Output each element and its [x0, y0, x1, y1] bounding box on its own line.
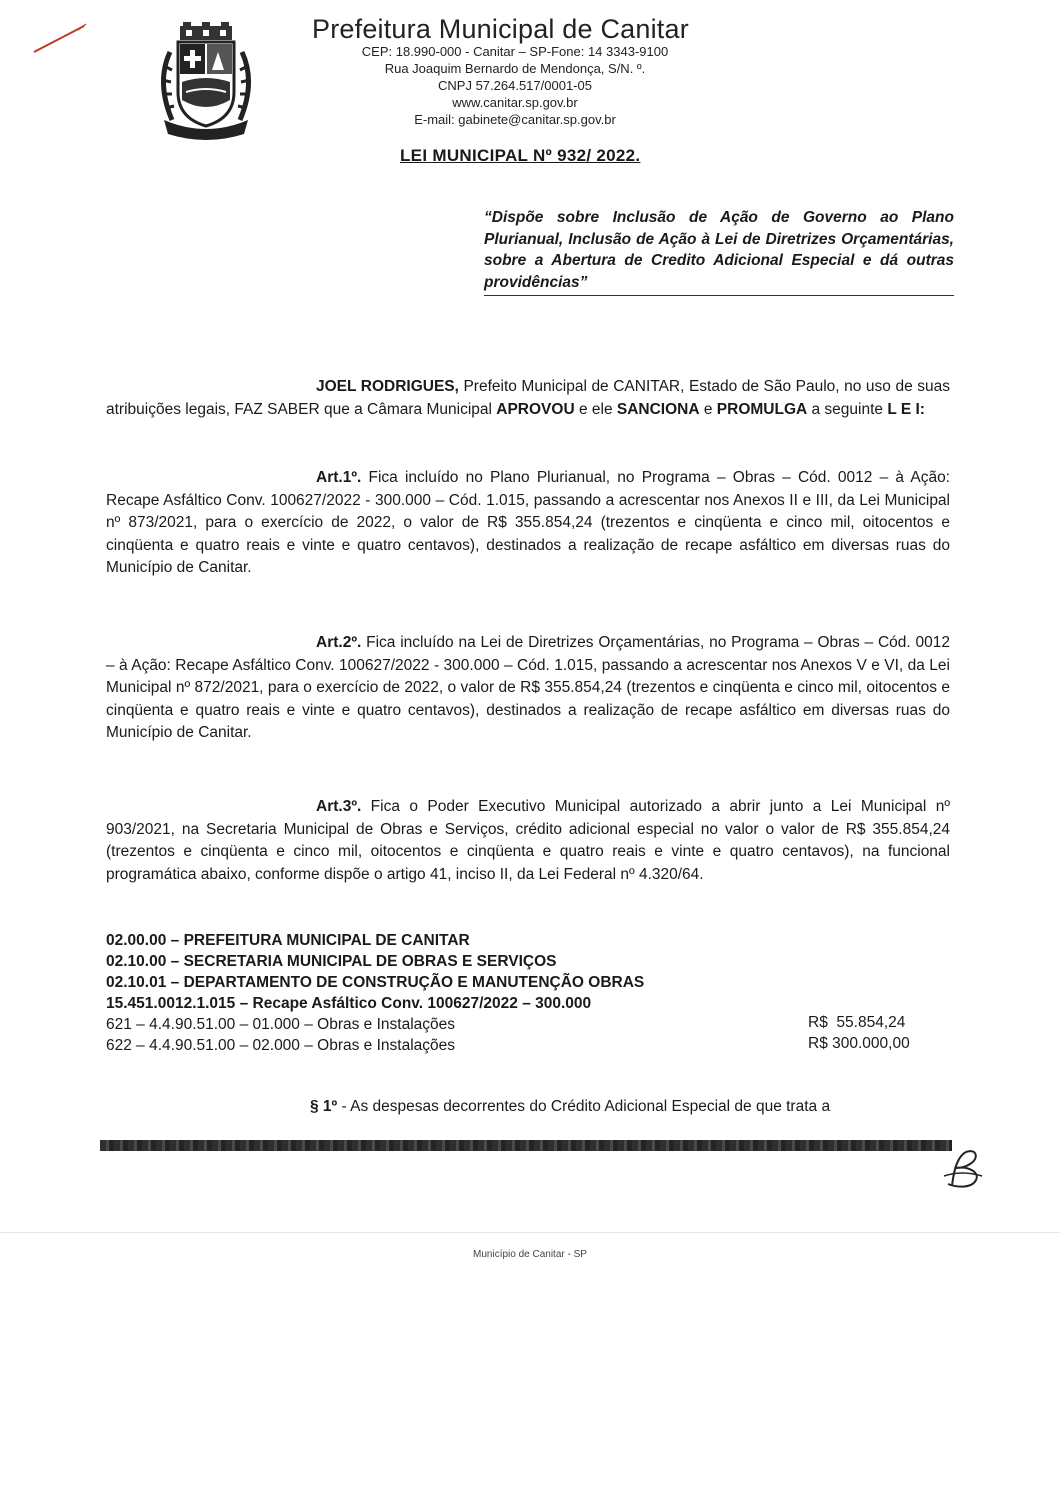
sanctions-word: SANCIONA: [616, 400, 700, 418]
budget-heading-text: 02.10.01 – DEPARTAMENTO DE CONSTRUÇÃO E MANUTENÇÃO OBRAS: [106, 974, 645, 991]
article-label: Art.3º.: [316, 798, 362, 815]
mayor-name: JOEL RODRIGUES,: [316, 378, 459, 395]
preamble-text: a seguinte: [807, 400, 888, 418]
paragraph-1: [310, 1098, 830, 1116]
address-street: Rua Joaquim Bernardo de Mendonça, S/N. º.: [384, 61, 646, 76]
pen-mark: [30, 20, 90, 60]
address-cnpj: CNPJ 57.264.517/0001-05: [438, 78, 592, 93]
article-label: Art.1º.: [316, 469, 362, 486]
scan-artifact-bar: [100, 1140, 952, 1151]
budget-heading-departamento: [106, 972, 644, 993]
preamble-text: e ele: [574, 400, 617, 418]
preamble: [106, 376, 950, 421]
address-cep-phone: CEP: 18.990-000 - Canitar – SP-Fone: 14 3343-9100: [361, 44, 669, 59]
lei-word: L E I:: [887, 400, 925, 418]
budget-heading-acao: [106, 993, 591, 1014]
paragraph-text: - As despesas decorrentes do Crédito Adicional Especial de que trata a: [337, 1098, 831, 1115]
paragraph-label: § 1º: [310, 1098, 338, 1115]
budget-line-amount: R$ 55.854,24: [808, 1014, 906, 1031]
budget-heading-text: 02.10.00 – SECRETARIA MUNICIPAL DE OBRAS E SERVIÇOS: [106, 953, 557, 970]
article-3: [106, 796, 950, 886]
budget-heading-prefeitura: [106, 930, 470, 951]
preamble-text: Prefeito Municipal de CANITAR, Estado de São Paulo, no uso de suas atribuições legais, FAZ SABER que a Câmara Municipal: [106, 378, 950, 418]
article-text: Fica incluído na Lei de Diretrizes Orçamentárias, no Programa – Obras – Cód. 0012 – à Ação: Recape Asfáltico Conv. 100627/2022 - 300.000 – Cód. 1.015, passando a acrescentar nos Anexos V e VI, da Lei Municipal nº 872/2021, para o exercício de 2022, o valor de R$ 355.854,24 (trezentos e cinqüenta e cinco mil, oitocentos e cinqüenta e quatro reais e vinte e quatro centavos), destinados a realização de recape asfáltico em diversas ruas do Município de Canitar.: [106, 634, 950, 741]
article-1: [106, 467, 950, 580]
article-text: Fica incluído no Plano Plurianual, no Programa – Obras – Cód. 0012 – à Ação: Recape Asfáltico Conv. 100627/2022 - 300.000 – Cód. 1.015, passando a acrescentar nos Anexos II e III, da Lei Municipal nº 873/2021, para o exercício de 2022, o valor de R$ 355.854,24 (trezentos e cinqüenta e cinco mil, oitocentos e cinqüenta e quatro reais e vinte e quatro centavos), destinados a realização de recape asfáltico em diversas ruas do Município de Canitar.: [106, 469, 950, 576]
budget-heading-secretaria: [106, 951, 556, 972]
budget-heading-text: 15.451.0012.1.015 – Recape Asfáltico Conv. 100627/2022 – 300.000: [106, 995, 592, 1012]
ementa: “Dispõe sobre Inclusão de Ação de Governo ao Plano Plurianual, Inclusão de Ação à Lei de Diretrizes Orçamentárias, sobre a Abertura de Credito Adicional Especial e dá outras providências”: [484, 207, 954, 296]
budget-heading-text: 02.00.00 – PREFEITURA MUNICIPAL DE CANITAR: [106, 932, 470, 949]
footer-rule: [0, 1232, 1060, 1233]
municipal-crest: [150, 22, 262, 142]
address-website[interactable]: www.canitar.sp.gov.br: [452, 95, 578, 110]
law-title: LEI MUNICIPAL Nº 932/ 2022.: [400, 146, 641, 165]
address-email[interactable]: E-mail: gabinete@canitar.sp.gov.br: [414, 112, 616, 127]
article-2: [106, 632, 950, 745]
handwritten-initials: [936, 1146, 992, 1194]
preamble-text: e: [699, 400, 717, 418]
article-text: Fica o Poder Executivo Municipal autorizado a abrir junto a Lei Municipal nº 903/2021, na Secretaria Municipal de Obras e Serviços, crédito adicional especial no valor o valor de R$ 355.854,24 (trezentos e cinqüenta e cinco mil, oitocentos e cinqüenta e quatro reais e vinte e quatro centavos), na funcional programática abaixo, conforme dispõe o artigo 41, inciso II, da Lei Federal nº 4.320/64.: [106, 798, 950, 883]
footer-text: Município de Canitar - SP: [473, 1249, 587, 1260]
org-title: Prefeitura Municipal de Canitar: [312, 14, 689, 44]
budget-line-code: 622 – 4.4.90.51.00 – 02.000 – Obras e Instalações: [106, 1037, 456, 1054]
budget-line-amount: R$ 300.000,00: [808, 1035, 910, 1052]
promulgates-word: PROMULGA: [716, 400, 808, 418]
article-label: Art.2º.: [316, 634, 362, 651]
approved-word: APROVOU: [496, 400, 575, 418]
budget-line-code: 621 – 4.4.90.51.00 – 01.000 – Obras e Instalações: [106, 1016, 456, 1033]
